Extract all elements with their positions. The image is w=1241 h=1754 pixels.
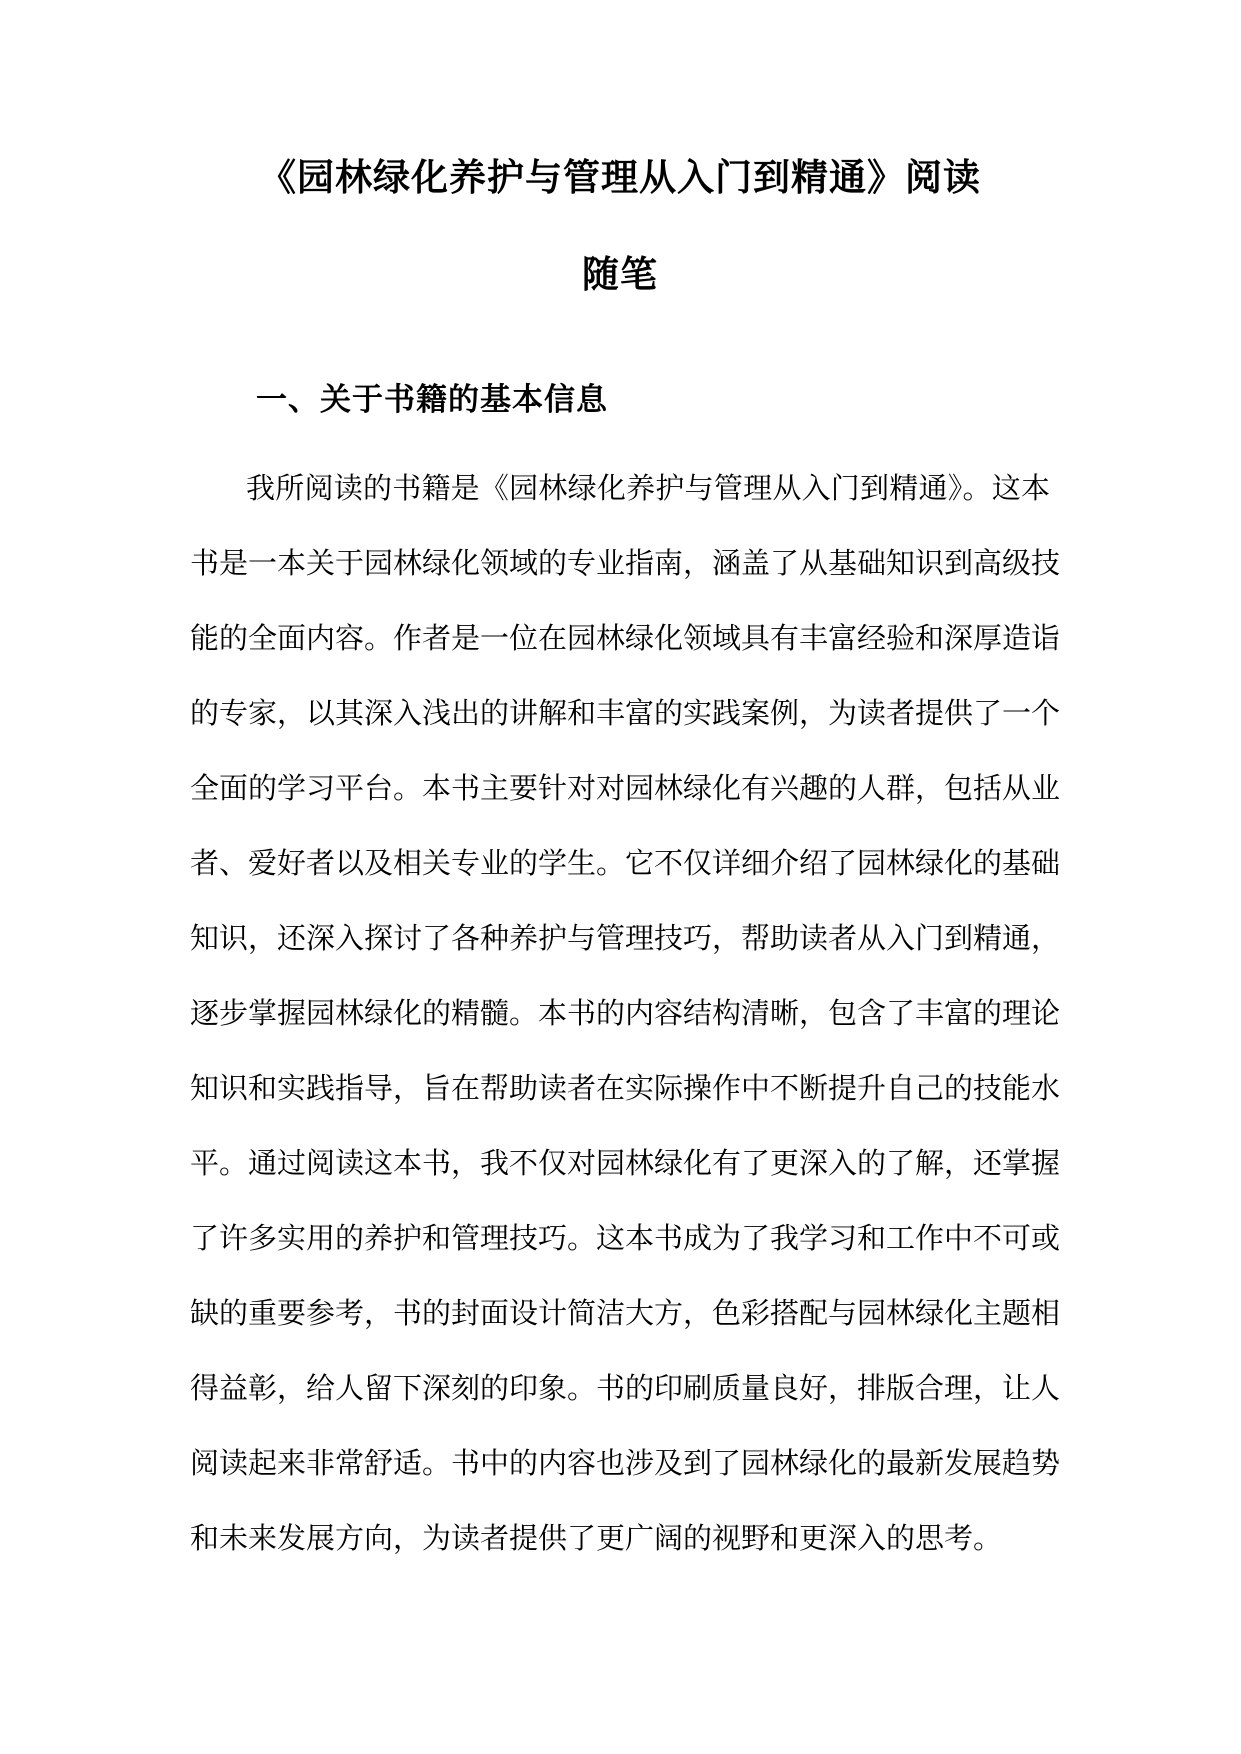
paragraph-line: 的专家，以其深入浅出的讲解和丰富的实践案例，为读者提供了一个: [190, 696, 1061, 730]
paragraph-line: 知识，还深入探讨了各种养护与管理技巧，帮助读者从入门到精通，: [190, 921, 1061, 955]
paragraph-line: 我所阅读的书籍是《园林绿化养护与管理从入门到精通》。这本: [246, 471, 1050, 505]
paragraph-line: 能的全面内容。作者是一位在园林绿化领域具有丰富经验和深厚造诣: [190, 621, 1061, 655]
paragraph-line: 全面的学习平台。本书主要针对对园林绿化有兴趣的人群，包括从业: [190, 771, 1061, 805]
document-title-line-2: 随笔: [582, 252, 658, 296]
paragraph-line: 了许多实用的养护和管理技巧。这本书成为了我学习和工作中不可或: [190, 1221, 1061, 1255]
paragraph-line: 缺的重要参考，书的封面设计简洁大方，色彩搭配与园林绿化主题相: [190, 1296, 1061, 1330]
paragraph-line: 和未来发展方向，为读者提供了更广阔的视野和更深入的思考。: [190, 1521, 1003, 1555]
section-heading: 一、关于书籍的基本信息: [256, 382, 608, 418]
paragraph-line: 知识和实践指导，旨在帮助读者在实际操作中不断提升自己的技能水: [190, 1071, 1061, 1105]
paragraph-line: 平。通过阅读这本书，我不仅对园林绿化有了更深入的了解，还掌握: [190, 1146, 1061, 1180]
paragraph-line: 得益彰，给人留下深刻的印象。书的印刷质量良好，排版合理，让人: [190, 1371, 1061, 1405]
document-title-line-1: 《园林绿化养护与管理从入门到精通》阅读: [259, 155, 981, 199]
paragraph-line: 逐步掌握园林绿化的精髓。本书的内容结构清晰，包含了丰富的理论: [190, 996, 1061, 1030]
paragraph-line: 阅读起来非常舒适。书中的内容也涉及到了园林绿化的最新发展趋势: [190, 1446, 1061, 1480]
paragraph-line: 者、爱好者以及相关专业的学生。它不仅详细介绍了园林绿化的基础: [190, 846, 1061, 880]
paragraph-line: 书是一本关于园林绿化领域的专业指南，涵盖了从基础知识到高级技: [190, 546, 1061, 580]
